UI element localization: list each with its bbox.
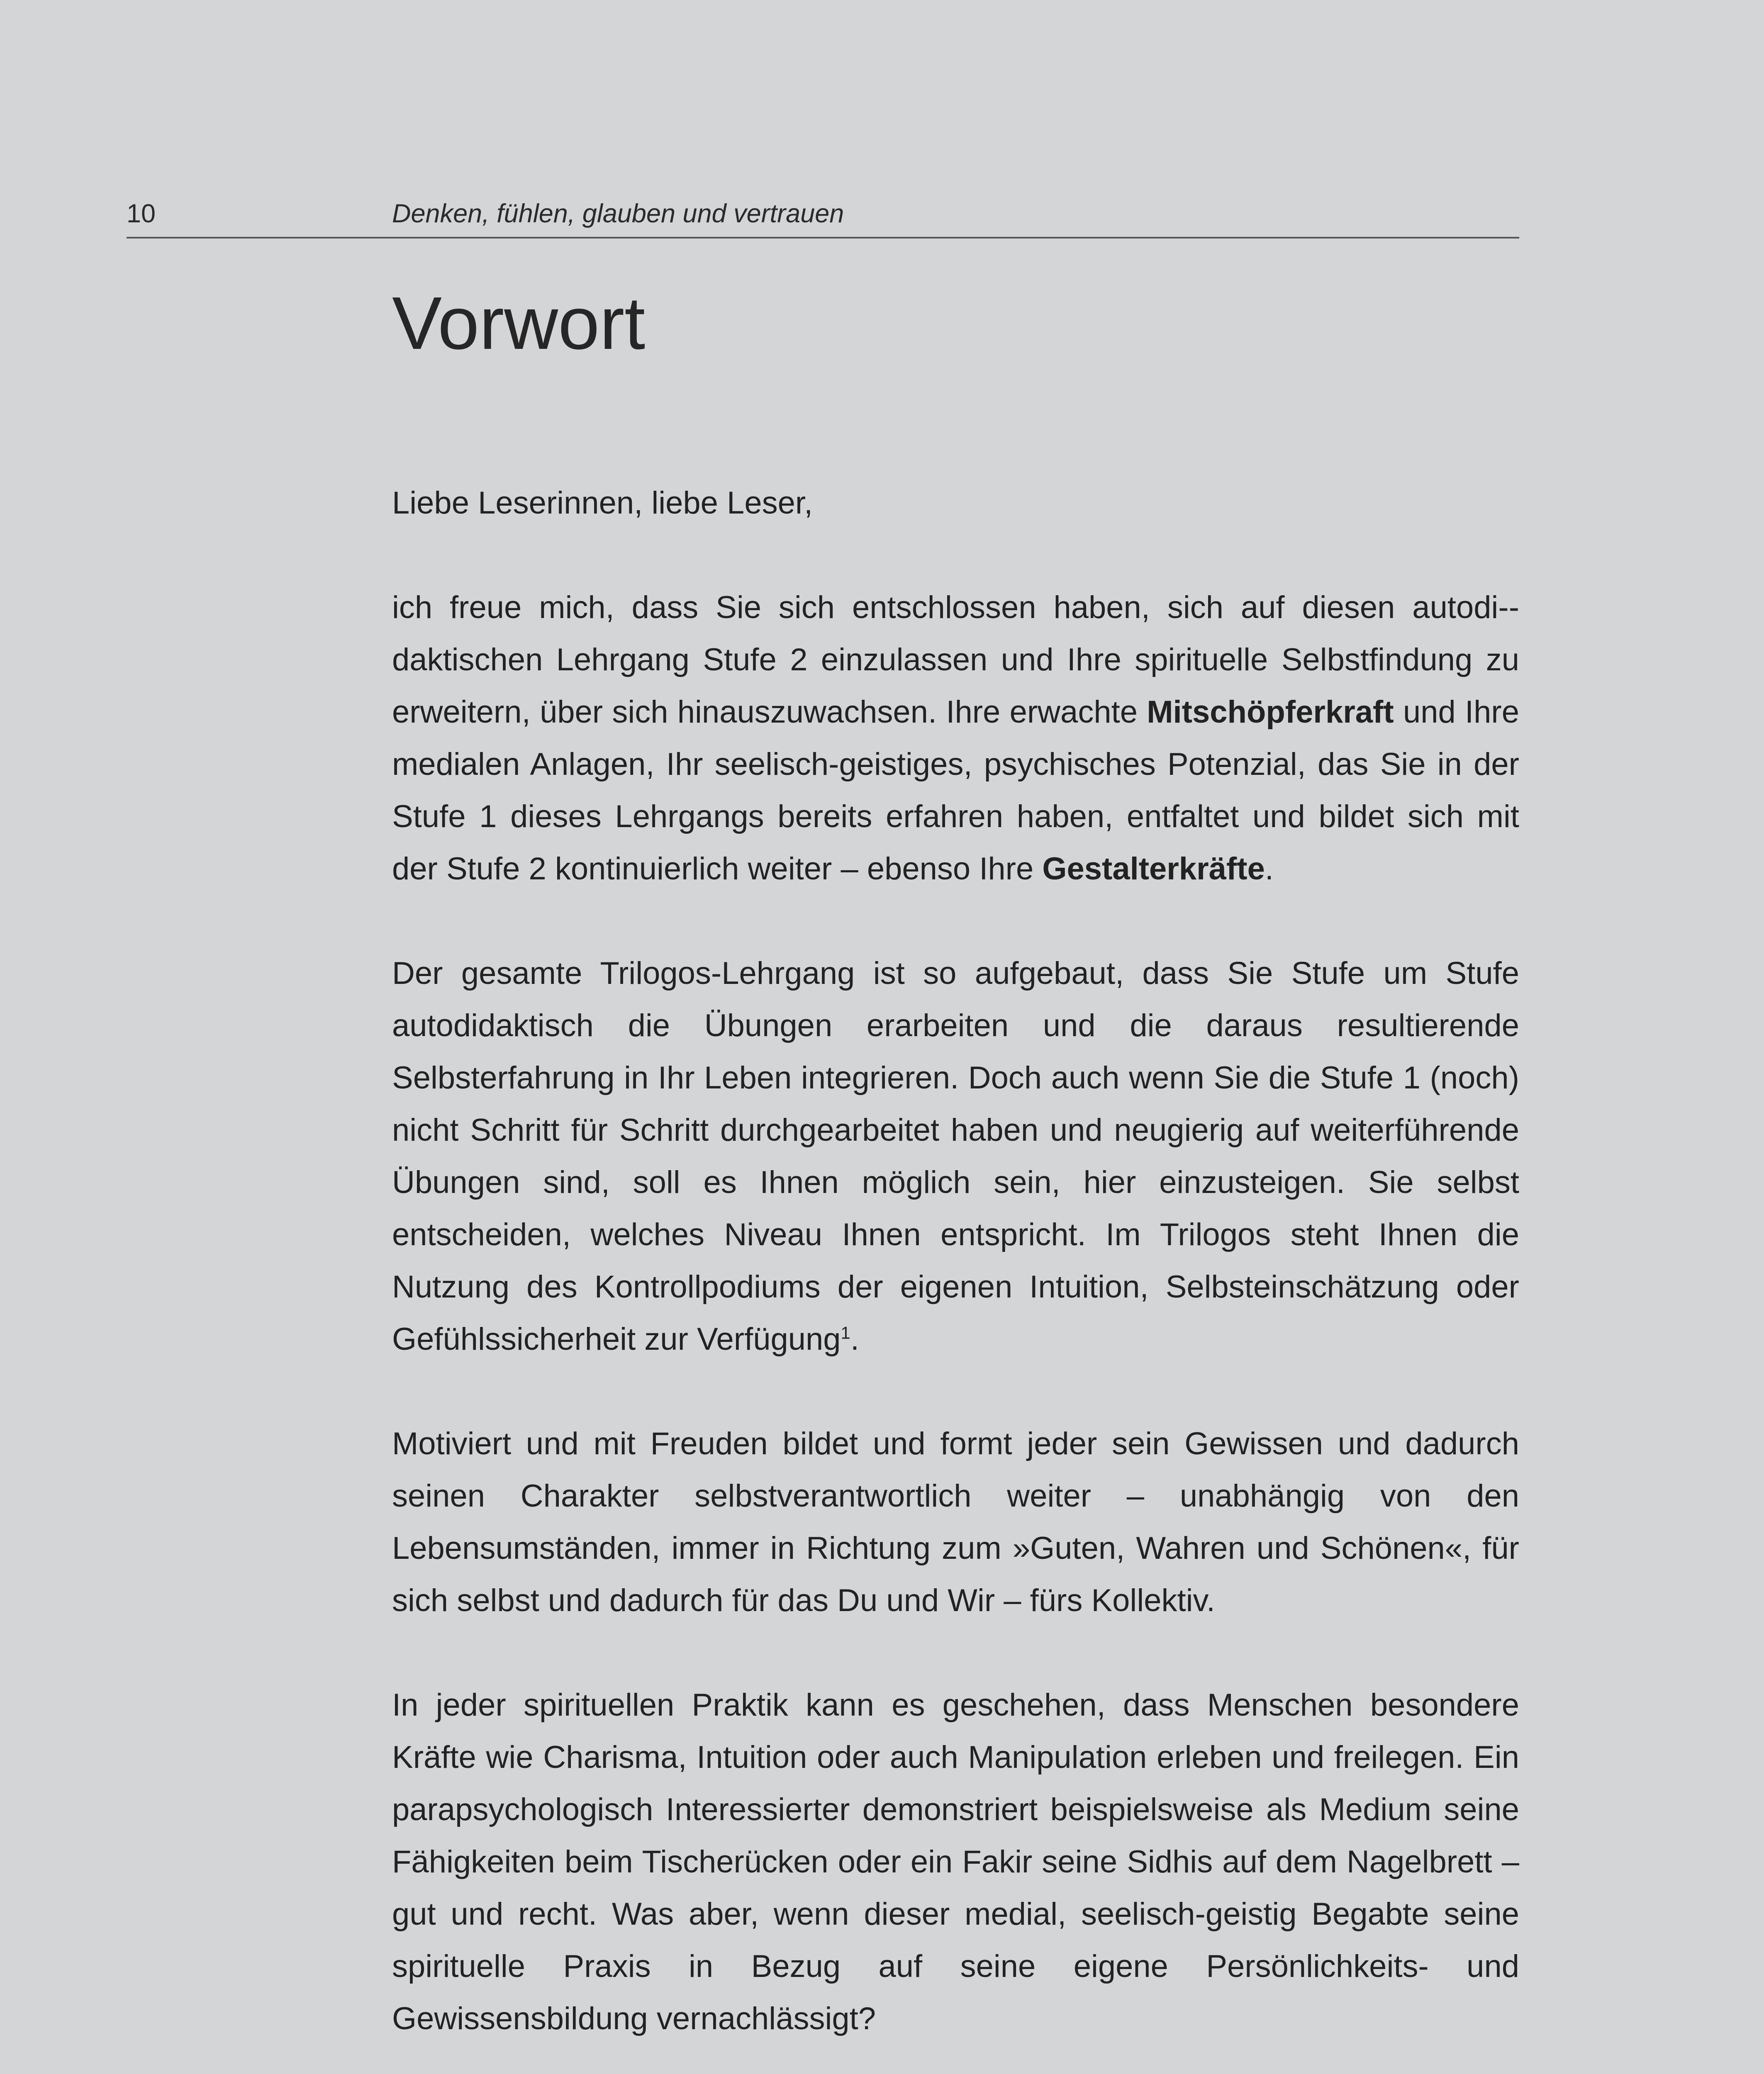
page-number: 10 bbox=[127, 199, 156, 228]
footnote-reference: 1 bbox=[841, 1323, 850, 1343]
paragraph-1 bbox=[392, 582, 1519, 895]
paragraph-1-text-c: und Ihre medialen Anlagen, Ihr seelisch-geistiges, psychisches Potenzial, das Sie in der Stufe 1 dieses Lehrgangs bereits erfahren haben, entfaltet und bildet sich mit der Stufe 2 kontinuierlich weiter – ebenso Ihre bbox=[392, 694, 1519, 886]
header-rule bbox=[127, 237, 1519, 239]
bold-term-mitschoepferkraft: Mitschöpferkraft bbox=[1147, 694, 1394, 730]
salutation: Liebe Leserinnen, liebe Leser, bbox=[392, 485, 813, 521]
running-title: Denken, fühlen, glauben und vertrauen bbox=[392, 199, 844, 228]
chapter-title: Vorwort bbox=[392, 282, 646, 365]
paragraph-2-text-b: . bbox=[850, 1322, 859, 1357]
running-head bbox=[127, 194, 1519, 236]
paragraph-4: In jeder spirituellen Praktik kann es geschehen, dass Menschen besondere Kräfte wie Charisma, Intuition oder auch Manipulation erleben und freilegen. Ein parapsychologisch Interessierter demonstriert beispielsweise als Medium seine Fähigkeiten beim Tischerücken oder ein Fakir seine Sidhis auf dem Nagelbrett – gut und recht. Was aber, wenn dieser medial, seelisch-geistig Begabte seine spirituelle Praxis in Bezug auf seine eigene Persönlichkeits- und Gewissensbildung vernachlässigt? bbox=[392, 1687, 1519, 2036]
paragraph-3: Motiviert und mit Freuden bildet und formt jeder sein Gewissen und dadurch seinen Charakter selbstverantwortlich weiter – unabhängig von den Lebensumständen, immer in Richtung zum »Guten, Wahren und Schönen«, für sich selbst und dadurch für das Du und Wir – fürs Kollektiv. bbox=[392, 1426, 1519, 1618]
paragraph-1-text-d: . bbox=[1265, 851, 1274, 886]
paragraph-1-text-a: ich freue mich, dass Sie sich entschlossen haben, sich auf diesen autodi-daktischen Lehrgang Stufe 2 einzulassen und Ihre spirituelle Selbstfindung zu erweitern, über sich hinauszuwachsen. Ihre erwachte bbox=[392, 590, 1519, 730]
paragraph-2 bbox=[392, 947, 1519, 1366]
body-text bbox=[392, 477, 1519, 2074]
paragraph-2-text-a: Der gesamte Trilogos-Lehrgang ist so aufgebaut, dass Sie Stufe um Stufe autodidaktisch die Übungen erarbeiten und die daraus resultierende Selbsterfahrung in Ihr Leben integrieren. Doch auch wenn Sie die Stufe 1 (noch) nicht Schritt für Schritt durchgearbeitet haben und neugierig auf weiterführende Übungen sind, soll es Ihnen möglich sein, hier einzusteigen. Sie selbst entscheiden, welches Niveau Ihnen entspricht. Im Trilogos steht Ihnen die Nutzung des Kontrollpodiums der eigenen Intuition, Selbsteinschätzung oder Gefühlssicherheit zur Verfügung bbox=[392, 956, 1519, 1357]
bold-term-gestalterkraefte: Gestalterkräfte bbox=[1042, 851, 1265, 886]
